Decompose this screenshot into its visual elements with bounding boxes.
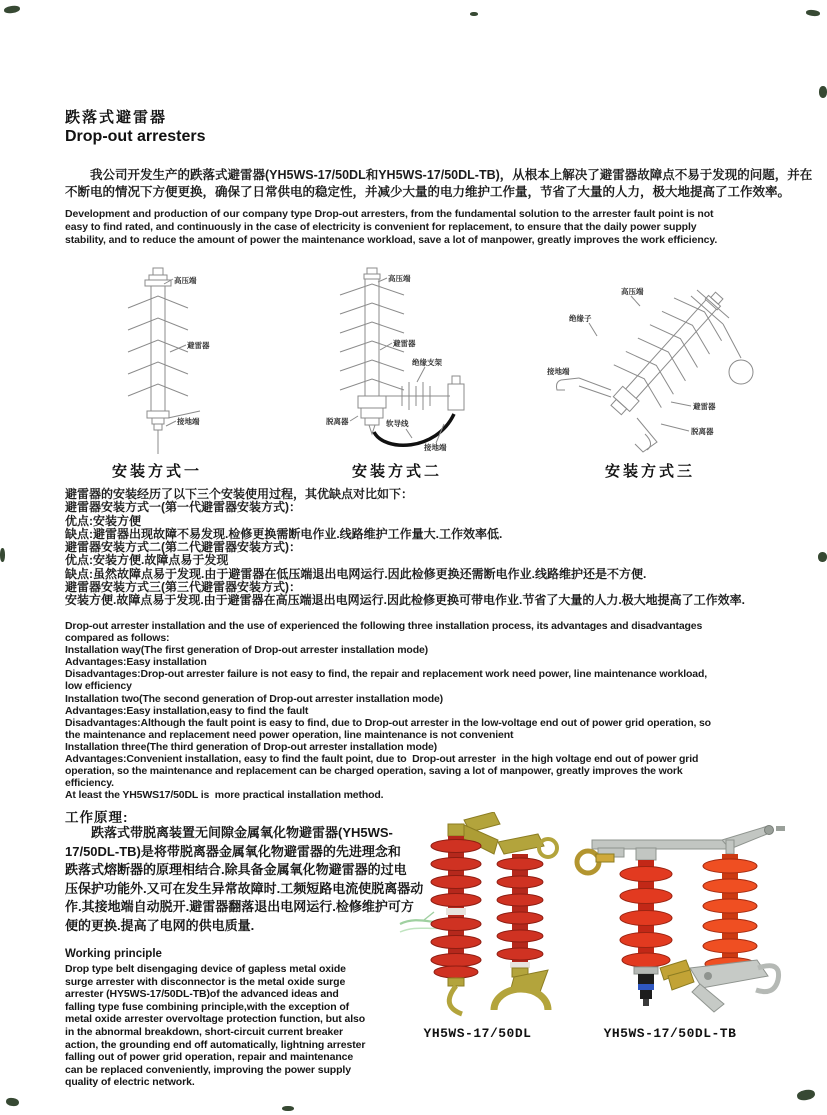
- left-red-arrester: [431, 836, 481, 1014]
- diagram-two-caption: 安装方式二: [351, 463, 442, 480]
- arrester-line-drawing: [128, 268, 200, 454]
- diagram-label-arrester: 避雷器: [187, 341, 210, 350]
- diagram-label-arrester: 避雷器: [393, 339, 416, 348]
- scan-artifact: [4, 5, 21, 14]
- installation-diagram-two: [320, 266, 565, 461]
- diagram-label-flexible-wire: 软导线: [386, 419, 409, 428]
- scan-artifact: [282, 1106, 294, 1111]
- diagram-label-disconnector: 脱离器: [326, 417, 349, 426]
- right-orange-arrester: [703, 840, 757, 972]
- diagram-three-caption: 安装方式三: [604, 463, 695, 480]
- intro-paragraph-cn: 我公司开发生产的跌落式避雷器(YH5WS-17/50DL和YH5WS-17/50DL-TB)，从根本上解决了避雷器故障点不易于发现的问题，并在 不断电的情况下方便更换，确保了日常供电的稳定性，并减少大量的电力维护工作量，节省了大量的人力，极大地提高了工作效率。: [65, 168, 813, 199]
- working-principle-heading-cn: 工作原理:: [65, 810, 129, 825]
- diagram-label-ground-end: 接地端: [177, 417, 200, 426]
- working-principle-text-en: Drop type belt disengaging device of gapless metal oxide surge arrester with disconnector is the metal oxide surge arrester (HY5WS-17/50DL-TB)of the advanced ideas and falling type fuse combining principle,with the exception of metal oxide arrester overvoltage protection function, but also in the abnormal breakdown, short-circuit current breaker action, the grounding end off automatically, lightning arrester falling out of power grid operation, repair and maintenance can be replaced conveniently, improving the power supply quality of electric network.: [65, 963, 366, 1089]
- diagram-label-high-voltage-end: 高压端: [174, 276, 197, 285]
- arrester-line-drawing: [592, 274, 743, 431]
- scan-artifact: [470, 12, 478, 16]
- comparison-text-cn: 避雷器的安装经历了以下三个安装使用过程，其优缺点对比如下： 避雷器安装方式一(第一代避雷器安装方式)： 优点:安装方便 缺点:避雷器出现故障不易发现.检修更换需断电作业.线路维护工作量大.工作效率低. 避雷器安装方式二(第二代避雷器安装方式)： 优点:安装方便.故障点易于发现 缺点:虽然故障点易于发现.由于避雷器在低压端退出电网运行.因此检修更换还需断电作业.线路维护还是不方便. 避雷器安装方式三(第三代避雷器安装方式)： 安装方便.故障点易于发现.由于避雷器在高压端退出电网运行.因此检修更换可带电作业.节省了大量的人力.极大地提高了工作效率.: [65, 487, 746, 608]
- right-red-arrester: [494, 854, 548, 1010]
- scan-artifact: [0, 548, 5, 562]
- product-caption-yh5ws-17-50dl: YH5WS-17/50DL: [423, 1026, 532, 1041]
- product-photo-yh5ws-17-50dl-tb: [572, 818, 787, 1020]
- diagram-one-caption: 安装方式一: [111, 463, 202, 480]
- working-principle-text-cn: 跌落式带脱离装置无间隙金属氧化物避雷器(YH5WS- 17/50DL-TB)是将带脱离器金属氧化物避雷器的先进理念和 跌落式熔断器的原理相结合.除具备金属氧化物避雷器的过电 压保护功能外.又可在发生异常故障时.工频短路电流使脱离器动 作.其接地端自动脱开.避雷器翻落退出电网运行.检修维护可方 便的更换.提高了电网的供电质量.: [65, 825, 424, 933]
- diagram-label-ground-end: 接地端: [547, 367, 570, 376]
- diagram-label-insulating-bracket: 绝缘支架: [412, 358, 442, 367]
- diagram-label-high-voltage-end: 高压端: [621, 287, 644, 296]
- installation-diagram-three: [545, 266, 795, 461]
- page-title-chinese: 跌落式避雷器: [65, 109, 168, 126]
- intro-paragraph-en: Development and production of our company type Drop-out arresters, from the fundamental solution to the arrester fault point is not easy to find rated, and continuously in the case of electricity is convenient for replacement, to ensure that the daily power supply stability, and to reduce the amount of power the maintenance workload, save a lot of manpower, greatly improves the work efficiency.: [65, 208, 718, 246]
- installation-diagram-one: [70, 266, 310, 458]
- page-title-english: Drop-out arresters: [65, 128, 206, 145]
- diagram-label-insulator: 绝缘子: [569, 314, 592, 323]
- diagram-label-ground-end: 接地端: [424, 443, 447, 452]
- scan-artifact: [806, 9, 821, 16]
- comparison-text-en: Drop-out arrester installation and the use of experienced the following three installation process, its advantages and disadvantages compared as follows: Installation way(The first generation of Drop-out arrester installation mode) Advantages:Easy installation Disadvantages:Drop-out arrester failure is not easy to find, the repair and replacement work need power, line maintenance workload, low efficiency Installation two(The second generation of Drop-out arrester installation mode) Advantages:Easy installation,easy to find the fault Disadvantages:Although the fault point is easy to find, due to Drop-out arrester in the low-voltage end out of power grid operation, so the maintenance and replacement need power operation, line maintenance is not convenient Installation three(The third generation of Drop-out arrester installation mode) Advantages:Convenient installation, easy to find the fault point, due to Drop-out arrester in the high voltage end out of power grid operation, so the maintenance and replacement can be charged operation, saving a lot of manpower, greatly improves the work efficiency. At least the YH5WS17/50DL is more practical installation method.: [65, 620, 711, 802]
- scan-artifact: [796, 1089, 815, 1102]
- working-principle-heading-en: Working principle: [65, 948, 162, 960]
- product-caption-yh5ws-17-50dl-tb: YH5WS-17/50DL-TB: [603, 1026, 737, 1041]
- diagram-label-arrester: 避雷器: [693, 402, 716, 411]
- diagram-label-disconnector: 脱离器: [691, 427, 714, 436]
- scan-artifact: [818, 552, 827, 562]
- scan-artifact: [6, 1097, 20, 1107]
- diagram-label-high-voltage-end: 高压端: [388, 274, 411, 283]
- scan-artifact: [819, 86, 827, 98]
- product-photo-yh5ws-17-50dl: [398, 812, 583, 1024]
